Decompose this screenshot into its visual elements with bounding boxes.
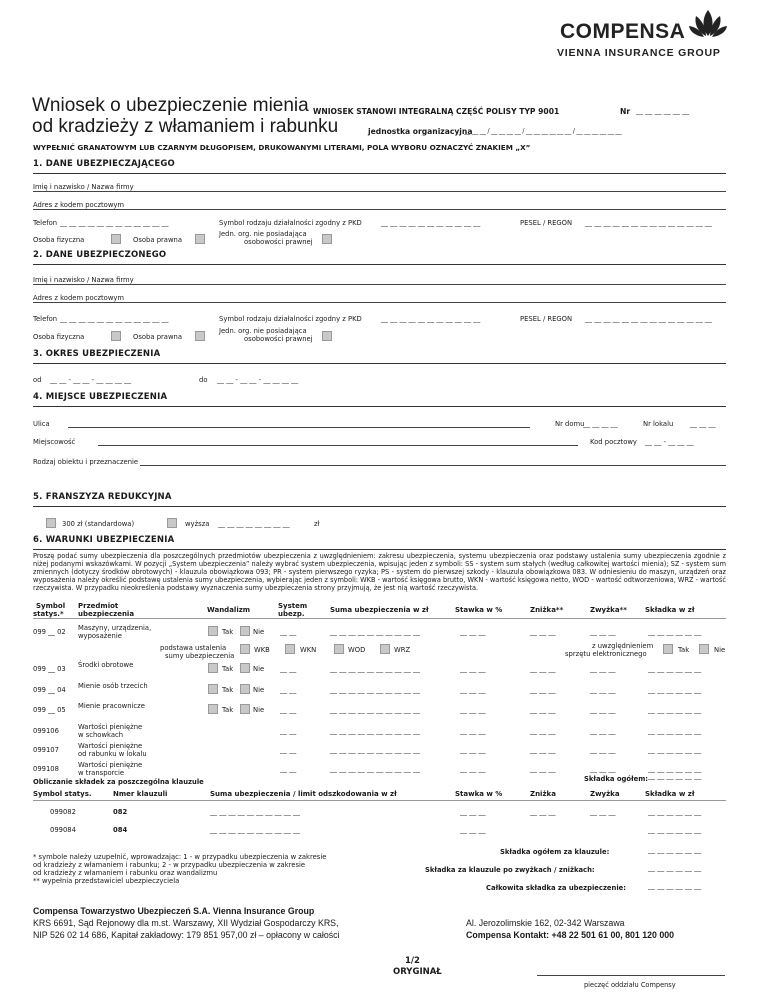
footer-nip: NIP 526 02 14 686, Kapitał zakładowy: 179 851 957,00 zł – opłacony w całości bbox=[33, 930, 340, 940]
section-3-heading: 3. OKRES UBEZPIECZENIA bbox=[33, 349, 726, 364]
s4-flat-field[interactable]: __ __ __ bbox=[690, 420, 716, 428]
row-premium-field[interactable]: __ __ __ __ __ __ bbox=[648, 765, 702, 773]
total-premium-field[interactable]: __ __ __ __ __ __ bbox=[648, 772, 702, 780]
s4-postal-field[interactable]: __ __ - __ __ __ bbox=[645, 438, 694, 446]
row-premium-field[interactable]: __ __ __ __ __ __ bbox=[648, 746, 702, 754]
footer-krs: KRS 6691, Sąd Rejonowy dla m.st. Warszawy, XII Wydział Gospodarczy KRS, bbox=[33, 918, 339, 928]
s4-house-field[interactable]: __ __ __ __ bbox=[583, 420, 618, 428]
wkb-label: WKB bbox=[254, 646, 270, 654]
s2-org-checkbox[interactable] bbox=[322, 331, 332, 341]
clause-col-sum: Suma ubezpieczenia / limit odszkodowania w zł bbox=[210, 790, 397, 798]
s2-pesel-field[interactable]: __ __ __ __ __ __ __ __ __ __ __ __ __ __ bbox=[585, 315, 712, 323]
clause-col-discount: Zniżka bbox=[530, 790, 556, 798]
org-unit-label: jednostka organizacyjna bbox=[368, 127, 473, 136]
footer-contact: Compensa Kontakt: +48 22 501 61 00, 801 120 000 bbox=[466, 930, 675, 940]
wod-label: WOD bbox=[348, 646, 366, 654]
s1-org-label-2: osobowości prawnej bbox=[244, 238, 313, 246]
form-title-line2: od kradzieży z włamaniem i rabunku bbox=[32, 116, 339, 137]
s1-legal-label: Osoba prawna bbox=[133, 236, 182, 244]
section-4-heading: 4. MIEJSCE UBEZPIECZENIA bbox=[33, 392, 726, 407]
s1-name-label: Imię i nazwisko / Nazwa firmy bbox=[33, 183, 134, 191]
row-premium-field[interactable]: __ __ __ __ __ __ bbox=[648, 665, 702, 673]
brand-name: COMPENSA bbox=[560, 20, 686, 43]
row-surcharge-field[interactable]: __ __ __ bbox=[590, 686, 616, 694]
s1-org-checkbox[interactable] bbox=[322, 234, 332, 244]
row-system-field[interactable]: __ __ bbox=[280, 665, 297, 673]
grand-total-field[interactable]: __ __ __ __ __ __ bbox=[648, 882, 702, 890]
s3-to-field[interactable]: __ __ - __ __ - __ __ __ __ bbox=[217, 376, 299, 384]
row-symbol: 099106 bbox=[33, 727, 59, 735]
row-subject: Wartości pieniężne bbox=[78, 723, 143, 731]
policy-note: WNIOSEK STANOWI INTEGRALNĄ CZĘŚĆ POLISY TYP 9001 bbox=[313, 107, 560, 116]
section-5-heading: 5. FRANSZYZA REDUKCYJNA bbox=[33, 492, 726, 507]
row-rate-field[interactable]: __ __ __ bbox=[460, 727, 486, 735]
clause-nr: 084 bbox=[113, 826, 128, 834]
row-sum-field[interactable]: __ __ __ __ __ __ __ __ __ __ bbox=[330, 628, 421, 636]
s4-house-label: Nr domu bbox=[555, 420, 585, 428]
clause-surcharge-field[interactable]: __ __ __ bbox=[590, 808, 616, 816]
clauses-title: Obliczanie składek za poszczególna klauzule bbox=[33, 778, 204, 786]
s5-standard-label: 300 zł (standardowa) bbox=[62, 520, 135, 528]
col-system-2: ubezp. bbox=[278, 610, 305, 618]
row-rate-field[interactable]: __ __ __ bbox=[460, 628, 486, 636]
clause-symbol: 099082 bbox=[50, 808, 76, 816]
wkn-checkbox[interactable] bbox=[285, 644, 295, 654]
org-unit-field[interactable]: __ __ __ / __ __ __ __ / __ __ __ __ __ __ / __ __ __ __ __ __ bbox=[464, 127, 622, 135]
row-sum-field[interactable]: __ __ __ __ __ __ __ __ __ __ bbox=[330, 765, 421, 773]
s1-pkd-field[interactable]: __ __ __ __ __ __ __ __ __ __ __ bbox=[381, 219, 481, 227]
row-discount-field[interactable]: __ __ __ bbox=[530, 765, 556, 773]
clause-symbol: 099084 bbox=[50, 826, 76, 834]
row-subject-2: w transporcie bbox=[78, 769, 125, 777]
s2-org-label-1: Jedn. org. nie posiadająca bbox=[219, 327, 307, 335]
s2-phone-field[interactable]: __ __ __ __ __ __ __ __ __ __ __ __ bbox=[60, 315, 169, 323]
row-system-field[interactable]: __ __ bbox=[280, 686, 297, 694]
vandalism-no-label: Nie bbox=[253, 686, 265, 694]
original-label: ORYGINAŁ bbox=[393, 967, 442, 977]
s4-postal-label: Kod pocztowy bbox=[590, 438, 637, 446]
row-discount-field[interactable]: __ __ __ bbox=[530, 686, 556, 694]
vandalism-yes-label: Tak bbox=[222, 706, 234, 714]
s2-name-input[interactable] bbox=[160, 275, 726, 285]
s2-pesel-label: PESEL / REGON bbox=[520, 315, 573, 323]
s3-to-label: do bbox=[199, 376, 208, 384]
row-rate-field[interactable]: __ __ __ bbox=[460, 686, 486, 694]
footer-company: Compensa Towarzystwo Ubezpieczeń S.A. Vienna Insurance Group bbox=[33, 906, 315, 916]
basis-label-1: podstawa ustalenia bbox=[160, 644, 227, 652]
s6-intro-text: Proszę podać sumy ubezpieczenia dla poszczególnych przedmiotów ubezpieczenia z uwzględnieniem: zakresu ubezpieczenia, systemu ubezpieczenia oraz podstawy ustalenia sumy ubezpieczenia zgodnie z niżej podanymi wskazówkami. W pozycji „System ubezpieczenia” należy wybrać system ubezpieczenia, wpisując jeden z symboli: SS - system sum stałych (według całkowitej wartości mienia); SZ - system sum zmiennych (dotyczy środków obrotowych) - klauzula obowiązkowa 093; PR - system pierwszego ryzyka; PS - system do pierwszej szkody - klauzula obowiązkowa 083. W odniesieniu do maszyn, urządzeń oraz wyposażenia należy określić podstawę ustalenia sumy ubezpieczenia, wybierając jeden z symboli: WKB - wartość księgowa brutto, WKN - wartość księgowa netto, WOD - wartość odtworzeniowa, WRZ - wartość rzeczywista. W przypadku nieokreślenia podstawy wyznaczenia sumy ubezpieczenia strony przyjmują, że jest nią wartość rzeczywista. bbox=[33, 552, 726, 592]
section-1-heading: 1. DANE UBEZPIECZAJĄCEGO bbox=[33, 159, 726, 174]
clauses-total-label: Składka ogółem za klauzule: bbox=[500, 848, 610, 856]
row-rate-field[interactable]: __ __ __ bbox=[460, 706, 486, 714]
grand-total-label: Całkowita składka za ubezpieczenie: bbox=[486, 884, 627, 892]
row-premium-field[interactable]: __ __ __ __ __ __ bbox=[648, 727, 702, 735]
s4-city-input[interactable] bbox=[98, 436, 578, 446]
col-subject-2: ubezpieczenia bbox=[78, 610, 135, 618]
row-system-field[interactable]: __ __ bbox=[280, 628, 297, 636]
clause-sum-field[interactable]: __ __ __ __ __ __ __ __ __ __ bbox=[210, 826, 301, 834]
s2-name-label: Imię i nazwisko / Nazwa firmy bbox=[33, 276, 134, 284]
vandalism-yes-label: Tak bbox=[222, 665, 234, 673]
row-system-field[interactable]: __ __ bbox=[280, 746, 297, 754]
vandalism-yes-label: Tak bbox=[222, 628, 234, 636]
s1-name-input[interactable] bbox=[160, 182, 726, 192]
clauses-total-field[interactable]: __ __ __ __ __ __ bbox=[648, 846, 702, 854]
policy-nr-label: Nr bbox=[620, 107, 631, 116]
row-sum-field[interactable]: __ __ __ __ __ __ __ __ __ __ bbox=[330, 665, 421, 673]
col-symbol-2: statys.* bbox=[33, 610, 64, 618]
wrz-label: WRZ bbox=[394, 646, 411, 654]
form-instruction: WYPEŁNIĆ GRANATOWYM LUB CZARNYM DŁUGOPISEM, DRUKOWANYMI LITERAMI, POLA WYBORU OZNACZYĆ ZNAKIEM „X” bbox=[33, 143, 531, 152]
col-rate: Stawka w % bbox=[455, 606, 503, 614]
clause-nr: 082 bbox=[113, 808, 128, 816]
col-premium: Składka w zł bbox=[645, 606, 695, 614]
row-discount-field[interactable]: __ __ __ bbox=[530, 746, 556, 754]
row-discount-field[interactable]: __ __ __ bbox=[530, 727, 556, 735]
row-surcharge-field[interactable]: __ __ __ bbox=[590, 628, 616, 636]
clause-col-surcharge: Zwyżka bbox=[590, 790, 620, 798]
row-subject-2: w schowkach bbox=[78, 731, 124, 739]
row-symbol: 099 __ 04 bbox=[33, 686, 66, 694]
policy-nr-field[interactable]: __ __ __ __ __ __ bbox=[636, 107, 690, 115]
electronic-no-label: Nie bbox=[714, 646, 726, 654]
row-sum-field[interactable]: __ __ __ __ __ __ __ __ __ __ bbox=[330, 706, 421, 714]
row-subject: Wartości pieniężne bbox=[78, 742, 143, 750]
s1-person-label: Osoba fizyczna bbox=[33, 236, 85, 244]
row-premium-field[interactable]: __ __ __ __ __ __ bbox=[648, 706, 702, 714]
vandalism-no-checkbox[interactable] bbox=[240, 663, 250, 673]
row-discount-field[interactable]: __ __ __ bbox=[530, 628, 556, 636]
s2-legal-checkbox[interactable] bbox=[195, 331, 205, 341]
s4-street-label: Ulica bbox=[33, 420, 50, 428]
s2-pkd-field[interactable]: __ __ __ __ __ __ __ __ __ __ __ bbox=[381, 315, 481, 323]
footnote-4: ** wypełnia przedstawiciel ubezpieczyciela bbox=[33, 877, 180, 885]
row-surcharge-field[interactable]: __ __ __ bbox=[590, 727, 616, 735]
footer-address: Al. Jerozolimskie 162, 02-342 Warszawa bbox=[466, 918, 625, 928]
s5-higher-checkbox[interactable] bbox=[167, 518, 177, 528]
s1-pesel-label: PESEL / REGON bbox=[520, 219, 573, 227]
row-sum-field[interactable]: __ __ __ __ __ __ __ __ __ __ bbox=[330, 746, 421, 754]
row-symbol: 099 __ 05 bbox=[33, 706, 66, 714]
row-subject-2: od rabunku w lokalu bbox=[78, 750, 147, 758]
s1-pkd-label: Symbol rodzaju działalności zgodny z PKD bbox=[219, 219, 362, 227]
row-sum-field[interactable]: __ __ __ __ __ __ __ __ __ __ bbox=[330, 727, 421, 735]
row-subject-2: wyposażenie bbox=[78, 632, 122, 640]
vandalism-yes-checkbox[interactable] bbox=[208, 663, 218, 673]
col-surcharge: Zwyżka** bbox=[590, 606, 627, 614]
col-symbol: Symbol bbox=[36, 602, 66, 610]
row-surcharge-field[interactable]: __ __ __ bbox=[590, 706, 616, 714]
row-symbol: 099 __ 02 bbox=[33, 628, 66, 636]
clause-premium-field[interactable]: __ __ __ __ __ __ bbox=[648, 808, 702, 816]
s4-flat-label: Nr lokalu bbox=[643, 420, 674, 428]
s5-currency: zł bbox=[314, 520, 320, 528]
row-symbol: 099107 bbox=[33, 746, 59, 754]
vandalism-no-checkbox[interactable] bbox=[240, 704, 250, 714]
section-6-heading: 6. WARUNKI UBEZPIECZENIA bbox=[33, 535, 726, 550]
row-rate-field[interactable]: __ __ __ bbox=[460, 765, 486, 773]
clause-sum-field[interactable]: __ __ __ __ __ __ __ __ __ __ bbox=[210, 808, 301, 816]
electronic-no-checkbox[interactable] bbox=[699, 644, 709, 654]
row-surcharge-field[interactable]: __ __ __ bbox=[590, 665, 616, 673]
clause-col-rate: Stawka w % bbox=[455, 790, 503, 798]
electronic-yes-label: Tak bbox=[678, 646, 690, 654]
row-subject: Środki obrotowe bbox=[78, 661, 134, 669]
s1-address-input[interactable] bbox=[150, 200, 726, 210]
s5-higher-label: wyższa bbox=[185, 520, 210, 528]
wod-checkbox[interactable] bbox=[334, 644, 344, 654]
col-discount: Zniżka** bbox=[530, 606, 564, 614]
stamp-label: pieczęć oddziału Compensy bbox=[584, 981, 676, 989]
s4-street-input[interactable] bbox=[68, 418, 530, 428]
vandalism-no-label: Nie bbox=[253, 665, 265, 673]
electronic-label-1: z uwzględnieniem bbox=[592, 642, 654, 650]
vandalism-yes-checkbox[interactable] bbox=[208, 626, 218, 636]
section-2-heading: 2. DANE UBEZPIECZONEGO bbox=[33, 250, 726, 265]
vandalism-yes-label: Tak bbox=[222, 686, 234, 694]
footnote-2: od kradzieży z włamaniem i rabunku; 2 - w przypadku ubezpieczenia w zakresie bbox=[33, 861, 306, 869]
total-premium-label: Składka ogółem: bbox=[584, 775, 648, 783]
row-subject: Wartości pieniężne bbox=[78, 761, 143, 769]
row-system-field[interactable]: __ __ bbox=[280, 727, 297, 735]
s2-address-input[interactable] bbox=[150, 293, 726, 303]
clauses-adj-label: Składka za klauzule po zwyżkach / zniżkach: bbox=[425, 866, 595, 874]
page-number: 1/2 bbox=[405, 956, 420, 966]
s5-higher-field[interactable]: __ __ __ __ __ __ __ __ bbox=[218, 520, 290, 528]
s3-from-field[interactable]: __ __ - __ __ - __ __ __ __ bbox=[50, 376, 132, 384]
row-symbol: 099108 bbox=[33, 765, 59, 773]
wkb-checkbox[interactable] bbox=[240, 644, 250, 654]
vandalism-no-label: Nie bbox=[253, 628, 265, 636]
clauses-adj-field[interactable]: __ __ __ __ __ __ bbox=[648, 864, 702, 872]
row-premium-field[interactable]: __ __ __ __ __ __ bbox=[648, 686, 702, 694]
clause-rate-field[interactable]: __ __ __ bbox=[460, 808, 486, 816]
clause-col-nr: Nmer klauzuli bbox=[113, 790, 168, 798]
vandalism-no-checkbox[interactable] bbox=[240, 684, 250, 694]
row-sum-field[interactable]: __ __ __ __ __ __ __ __ __ __ bbox=[330, 686, 421, 694]
electronic-label-2: sprzętu elektronicznego bbox=[565, 650, 647, 658]
clause-rate-field[interactable]: __ __ __ bbox=[460, 826, 486, 834]
brand-subtitle: VIENNA INSURANCE GROUP bbox=[557, 47, 721, 59]
s2-person-checkbox[interactable] bbox=[111, 331, 121, 341]
wkn-label: WKN bbox=[300, 646, 317, 654]
s2-pkd-label: Symbol rodzaju działalności zgodny z PKD bbox=[219, 315, 362, 323]
s4-object-input[interactable] bbox=[160, 456, 726, 466]
col-vandalism: Wandalizm bbox=[207, 606, 251, 614]
clause-col-premium: Składka w zł bbox=[645, 790, 695, 798]
s4-object-label: Rodzaj obiektu i przeznaczenie bbox=[33, 458, 139, 466]
s2-legal-label: Osoba prawna bbox=[133, 333, 182, 341]
clause-premium-field[interactable]: __ __ __ __ __ __ bbox=[648, 826, 702, 834]
footnote-1: * symbole należy uzupełnić, wprowadzając: 1 - w przypadku ubezpieczenia w zakresie bbox=[33, 853, 327, 861]
s3-from-label: od bbox=[33, 376, 42, 384]
s4-city-label: Miejscowość bbox=[33, 438, 76, 446]
row-surcharge-field[interactable]: __ __ __ bbox=[590, 746, 616, 754]
row-subject: Mienie osób trzecich bbox=[78, 682, 148, 690]
row-system-field[interactable]: __ __ bbox=[280, 765, 297, 773]
col-subject: Przedmiot bbox=[78, 602, 119, 610]
row-symbol: 099 __ 03 bbox=[33, 665, 66, 673]
s2-org-label-2: osobowości prawnej bbox=[244, 335, 313, 343]
clause-col-symbol: Symbol statys. bbox=[33, 790, 92, 798]
lotus-logo-icon bbox=[688, 6, 728, 40]
basis-label-2: sumy ubezpieczenia bbox=[165, 652, 235, 660]
row-rate-field[interactable]: __ __ __ bbox=[460, 665, 486, 673]
vandalism-no-label: Nie bbox=[253, 706, 265, 714]
s1-address-label: Adres z kodem pocztowym bbox=[33, 201, 125, 209]
vandalism-yes-checkbox[interactable] bbox=[208, 684, 218, 694]
s1-org-label-1: Jedn. org. nie posiadająca bbox=[219, 230, 307, 238]
electronic-yes-checkbox[interactable] bbox=[663, 644, 673, 654]
wrz-checkbox[interactable] bbox=[380, 644, 390, 654]
row-rate-field[interactable]: __ __ __ bbox=[460, 746, 486, 754]
s5-standard-checkbox[interactable] bbox=[46, 518, 56, 528]
s1-person-checkbox[interactable] bbox=[111, 234, 121, 244]
s1-pesel-field[interactable]: __ __ __ __ __ __ __ __ __ __ __ __ __ __ bbox=[585, 219, 712, 227]
s1-phone-field[interactable]: __ __ __ __ __ __ __ __ __ __ __ __ bbox=[60, 219, 169, 227]
s1-phone-label: Telefon bbox=[33, 219, 58, 227]
vandalism-no-checkbox[interactable] bbox=[240, 626, 250, 636]
clause-discount-field[interactable]: __ __ __ bbox=[530, 808, 556, 816]
footnote-3: od kradzieży z włamaniem i rabunku oraz wandalizmu bbox=[33, 869, 218, 877]
form-title-line1: Wniosek o ubezpieczenie mienia bbox=[32, 95, 309, 116]
s2-phone-label: Telefon bbox=[33, 315, 58, 323]
row-premium-field[interactable]: __ __ __ __ __ __ bbox=[648, 628, 702, 636]
vandalism-yes-checkbox[interactable] bbox=[208, 704, 218, 714]
s2-person-label: Osoba fizyczna bbox=[33, 333, 85, 341]
s2-address-label: Adres z kodem pocztowym bbox=[33, 294, 125, 302]
row-subject: Mienie pracownicze bbox=[78, 702, 145, 710]
row-system-field[interactable]: __ __ bbox=[280, 706, 297, 714]
row-surcharge-field[interactable]: __ __ __ bbox=[590, 765, 616, 773]
s1-legal-checkbox[interactable] bbox=[195, 234, 205, 244]
row-discount-field[interactable]: __ __ __ bbox=[530, 706, 556, 714]
row-discount-field[interactable]: __ __ __ bbox=[530, 665, 556, 673]
row-subject: Maszyny, urządzenia, bbox=[78, 624, 152, 632]
col-sum: Suma ubezpieczenia w zł bbox=[330, 606, 429, 614]
col-system: System bbox=[278, 602, 308, 610]
